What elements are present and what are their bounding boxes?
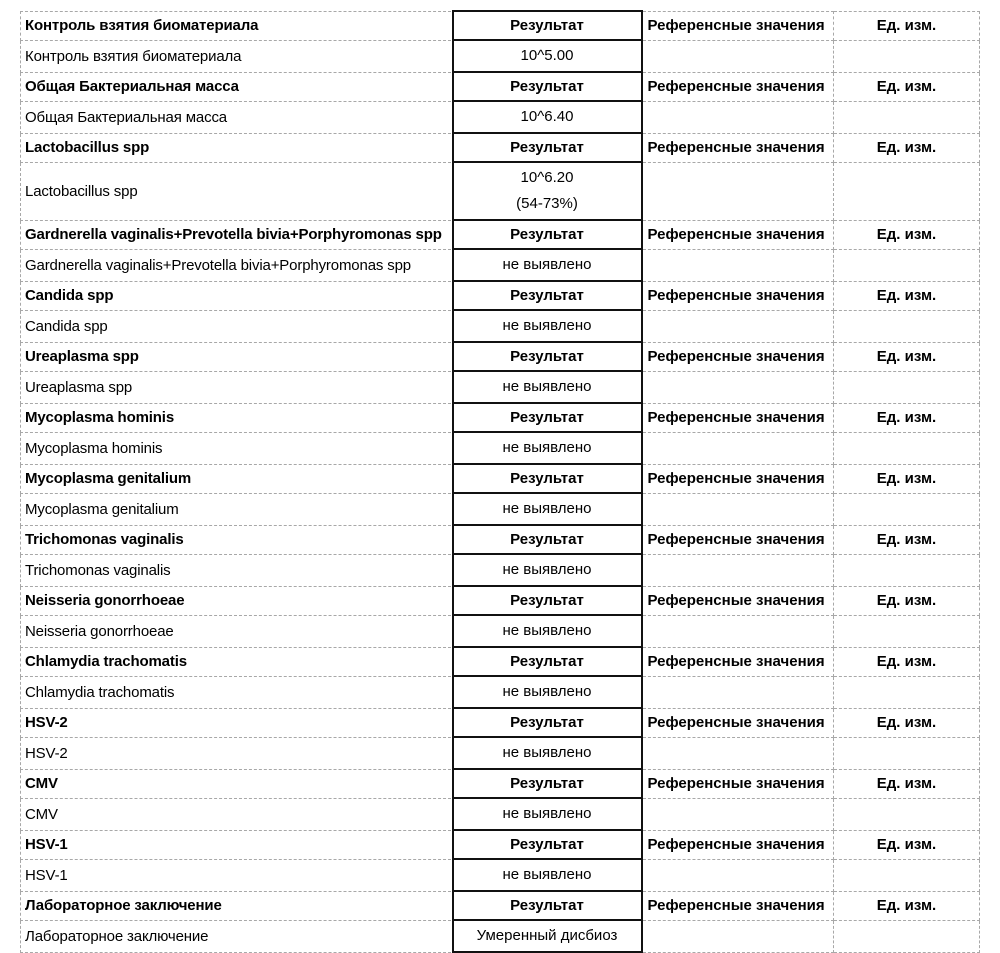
unit-value-empty (834, 859, 980, 891)
lab-results-table-body (21, 11, 980, 952)
test-name-header: Candida spp (21, 281, 451, 310)
unit-column-header: Ед. изм. (834, 769, 980, 798)
reference-value-empty (642, 554, 834, 586)
test-section-header-row (21, 891, 980, 920)
result-value-cell (453, 554, 642, 586)
test-section-header-row (21, 830, 980, 859)
result-column-header: Результат (453, 891, 642, 920)
reference-value-empty (642, 101, 834, 133)
test-section-header-row (21, 72, 980, 101)
result-value-cell (453, 737, 642, 769)
test-name: Контроль взятия биоматериала (21, 40, 451, 72)
result-value-line: не выявлено (502, 256, 592, 273)
test-name: Lactobacillus spp (21, 162, 451, 220)
test-name-header: CMV (21, 769, 451, 798)
test-name-header: Neisseria gonorrhoeae (21, 586, 451, 615)
unit-column-header: Ед. изм. (834, 220, 980, 249)
result-value-cell (453, 162, 642, 220)
test-result-row (21, 432, 980, 464)
unit-value-empty (834, 40, 980, 72)
test-name: Trichomonas vaginalis (21, 554, 451, 586)
test-name: HSV-1 (21, 859, 451, 891)
result-value-line: не выявлено (502, 317, 592, 334)
result-value-cell (453, 310, 642, 342)
result-value-line: 10^6.20 (520, 169, 574, 186)
unit-column-header: Ед. изм. (834, 708, 980, 737)
result-column-header: Результат (453, 281, 642, 310)
reference-column-header: Референсные значения (642, 525, 834, 554)
test-name: HSV-2 (21, 737, 451, 769)
result-column-header: Результат (453, 525, 642, 554)
result-column-header: Результат (453, 586, 642, 615)
test-name: Candida spp (21, 310, 451, 342)
test-name-header: Контроль взятия биоматериала (21, 11, 451, 40)
unit-column-header: Ед. изм. (834, 342, 980, 371)
unit-value-empty (834, 310, 980, 342)
reference-value-empty (642, 162, 834, 220)
test-section-header-row (21, 403, 980, 432)
result-value-line: не выявлено (502, 439, 592, 456)
test-result-row (21, 554, 980, 586)
test-name: Gardnerella vaginalis+Prevotella bivia+Porphyromonas spp (21, 249, 451, 281)
result-column-header: Результат (453, 464, 642, 493)
result-value-line: не выявлено (502, 561, 592, 578)
result-value-line: не выявлено (502, 744, 592, 761)
reference-column-header: Референсные значения (642, 11, 834, 40)
result-value-cell (453, 798, 642, 830)
test-result-row (21, 920, 980, 952)
result-value-cell (453, 493, 642, 525)
result-value-cell (453, 615, 642, 647)
reference-value-empty (642, 859, 834, 891)
test-result-row (21, 310, 980, 342)
test-result-row (21, 371, 980, 403)
reference-column-header: Референсные значения (642, 647, 834, 676)
test-name-header: HSV-2 (21, 708, 451, 737)
unit-value-empty (834, 920, 980, 952)
test-name: Лабораторное заключение (21, 920, 451, 952)
test-section-header-row (21, 133, 980, 162)
result-value-cell (453, 676, 642, 708)
reference-column-header: Референсные значения (642, 281, 834, 310)
lab-results-table (20, 10, 980, 953)
test-result-row (21, 798, 980, 830)
reference-column-header: Референсные значения (642, 403, 834, 432)
reference-column-header: Референсные значения (642, 769, 834, 798)
result-value-line: не выявлено (502, 500, 592, 517)
result-value-cell (453, 249, 642, 281)
test-name-header: Mycoplasma genitalium (21, 464, 451, 493)
reference-column-header: Референсные значения (642, 830, 834, 859)
result-value-cell (453, 859, 642, 891)
result-value-line: не выявлено (502, 622, 592, 639)
unit-value-empty (834, 493, 980, 525)
unit-column-header: Ед. изм. (834, 464, 980, 493)
test-result-row (21, 40, 980, 72)
result-value-line: не выявлено (502, 378, 592, 395)
result-column-header: Результат (453, 342, 642, 371)
test-name: Chlamydia trachomatis (21, 676, 451, 708)
result-value-line: (54-73%) (516, 195, 578, 212)
test-section-header-row (21, 464, 980, 493)
result-value-line: 10^5.00 (520, 47, 574, 64)
result-value-line: 10^6.40 (520, 108, 574, 125)
unit-value-empty (834, 432, 980, 464)
result-value-line: Умеренный дисбиоз (476, 927, 618, 944)
test-name: Ureaplasma spp (21, 371, 451, 403)
test-name-header: Lactobacillus spp (21, 133, 451, 162)
reference-value-empty (642, 920, 834, 952)
test-result-row (21, 249, 980, 281)
result-value-line: не выявлено (502, 683, 592, 700)
reference-column-header: Референсные значения (642, 708, 834, 737)
test-name-header: Mycoplasma hominis (21, 403, 451, 432)
test-section-header-row (21, 11, 980, 40)
reference-value-empty (642, 310, 834, 342)
reference-column-header: Референсные значения (642, 72, 834, 101)
reference-value-empty (642, 249, 834, 281)
test-name-header: Общая Бактериальная масса (21, 72, 451, 101)
test-name: Общая Бактериальная масса (21, 101, 451, 133)
test-result-row (21, 615, 980, 647)
test-name: CMV (21, 798, 451, 830)
result-column-header: Результат (453, 403, 642, 432)
test-section-header-row (21, 525, 980, 554)
result-value-cell (453, 40, 642, 72)
test-name-header: HSV-1 (21, 830, 451, 859)
unit-value-empty (834, 615, 980, 647)
test-section-header-row (21, 281, 980, 310)
reference-value-empty (642, 676, 834, 708)
result-column-header: Результат (453, 647, 642, 676)
test-result-row (21, 676, 980, 708)
test-name-header: Ureaplasma spp (21, 342, 451, 371)
result-value-line: не выявлено (502, 866, 592, 883)
unit-value-empty (834, 371, 980, 403)
test-name-header: Chlamydia trachomatis (21, 647, 451, 676)
result-column-header: Результат (453, 72, 642, 101)
unit-column-header: Ед. изм. (834, 525, 980, 554)
result-column-header: Результат (453, 11, 642, 40)
unit-value-empty (834, 554, 980, 586)
reference-value-empty (642, 40, 834, 72)
reference-column-header: Референсные значения (642, 464, 834, 493)
test-result-row (21, 162, 980, 220)
test-section-header-row (21, 769, 980, 798)
reference-column-header: Референсные значения (642, 586, 834, 615)
unit-value-empty (834, 737, 980, 769)
reference-value-empty (642, 737, 834, 769)
result-column-header: Результат (453, 220, 642, 249)
unit-column-header: Ед. изм. (834, 891, 980, 920)
reference-value-empty (642, 432, 834, 464)
reference-value-empty (642, 371, 834, 403)
test-result-row (21, 493, 980, 525)
unit-value-empty (834, 101, 980, 133)
test-section-header-row (21, 708, 980, 737)
test-section-header-row (21, 220, 980, 249)
test-result-row (21, 101, 980, 133)
unit-column-header: Ед. изм. (834, 72, 980, 101)
result-value-cell (453, 432, 642, 464)
test-name-header: Gardnerella vaginalis+Prevotella bivia+Porphyromonas spp (21, 220, 451, 249)
reference-value-empty (642, 615, 834, 647)
test-section-header-row (21, 342, 980, 371)
test-name: Neisseria gonorrhoeae (21, 615, 451, 647)
result-value-cell (453, 920, 642, 952)
reference-value-empty (642, 493, 834, 525)
unit-column-header: Ед. изм. (834, 647, 980, 676)
result-column-header: Результат (453, 830, 642, 859)
result-value-line: не выявлено (502, 805, 592, 822)
result-value-cell (453, 371, 642, 403)
unit-column-header: Ед. изм. (834, 281, 980, 310)
unit-column-header: Ед. изм. (834, 403, 980, 432)
reference-column-header: Референсные значения (642, 220, 834, 249)
unit-column-header: Ед. изм. (834, 830, 980, 859)
reference-value-empty (642, 798, 834, 830)
result-column-header: Результат (453, 708, 642, 737)
test-name-header: Trichomonas vaginalis (21, 525, 451, 554)
unit-column-header: Ед. изм. (834, 133, 980, 162)
unit-column-header: Ед. изм. (834, 11, 980, 40)
test-name: Mycoplasma hominis (21, 432, 451, 464)
test-section-header-row (21, 647, 980, 676)
unit-column-header: Ед. изм. (834, 586, 980, 615)
unit-value-empty (834, 249, 980, 281)
test-name: Mycoplasma genitalium (21, 493, 451, 525)
test-result-row (21, 737, 980, 769)
unit-value-empty (834, 798, 980, 830)
test-name-header: Лабораторное заключение (21, 891, 451, 920)
result-column-header: Результат (453, 769, 642, 798)
result-value-cell (453, 101, 642, 133)
reference-column-header: Референсные значения (642, 133, 834, 162)
unit-value-empty (834, 162, 980, 220)
test-section-header-row (21, 586, 980, 615)
reference-column-header: Референсные значения (642, 342, 834, 371)
test-result-row (21, 859, 980, 891)
result-column-header: Результат (453, 133, 642, 162)
unit-value-empty (834, 676, 980, 708)
reference-column-header: Референсные значения (642, 891, 834, 920)
